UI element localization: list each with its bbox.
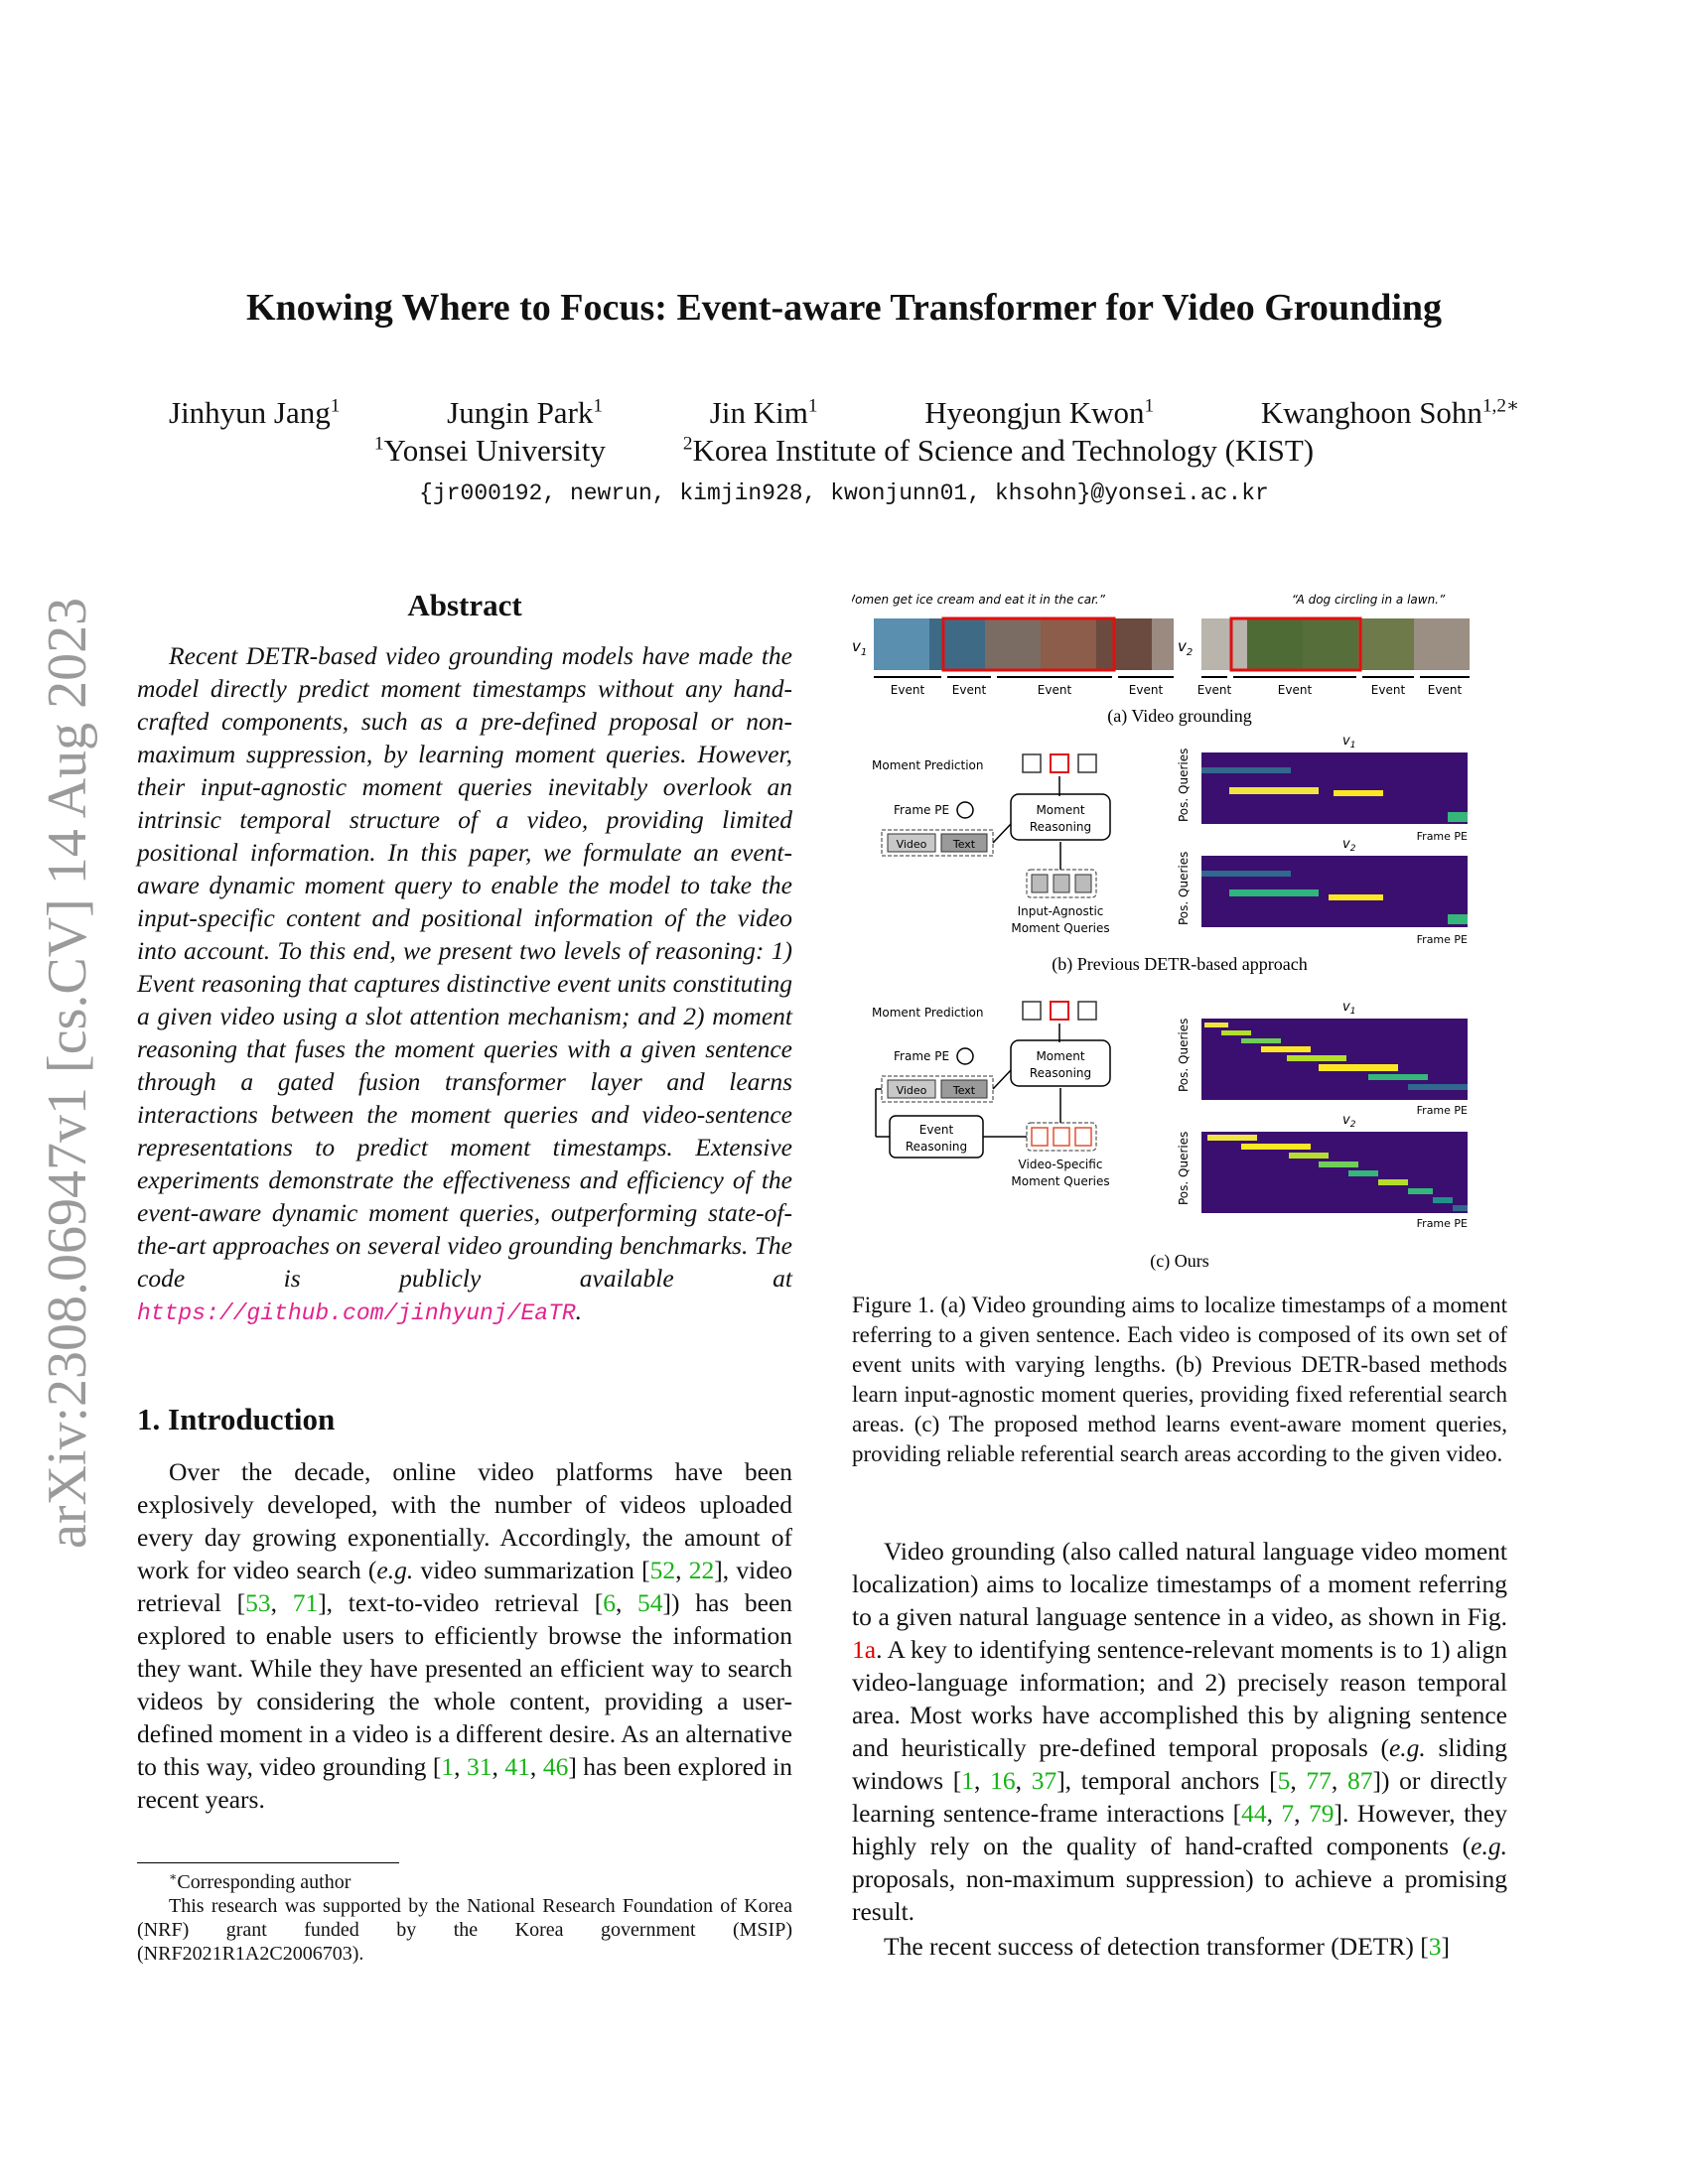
figure-1 bbox=[852, 586, 1507, 1291]
svg-text:Input-Agnostic: Input-Agnostic bbox=[1017, 904, 1104, 918]
author-emails: {jr000192, newrun, kimjin928, kwonjunn01, khsohn}@yonsei.ac.kr bbox=[419, 480, 1269, 506]
citation-link[interactable]: 41 bbox=[504, 1752, 530, 1781]
affiliation: $^1$Yonsei University bbox=[373, 433, 606, 468]
subcaption-a: (a) Video grounding bbox=[1107, 706, 1252, 726]
citation-link[interactable]: 46 bbox=[542, 1752, 569, 1781]
author: Kwanghoon Sohn$^{1,2∗}$ bbox=[1260, 395, 1519, 430]
heatmap-label-v2: $v_2$ bbox=[1342, 1113, 1356, 1130]
svg-text:Event: Event bbox=[1128, 683, 1164, 697]
paper-title: Knowing Where to Focus: Event-aware Transformer for Video Grounding bbox=[245, 287, 1443, 329]
svg-text:Moment: Moment bbox=[1036, 803, 1085, 817]
author: Jin Kim$^1$ bbox=[709, 395, 818, 430]
affiliation-list bbox=[0, 433, 1688, 469]
code-link[interactable]: https://github.com/jinhyunj/EaTR bbox=[137, 1300, 576, 1326]
citation-link[interactable]: 53 bbox=[245, 1588, 271, 1617]
svg-text:Reasoning: Reasoning bbox=[1029, 820, 1092, 834]
svg-text:Pos. Queries: Pos. Queries bbox=[1177, 1131, 1191, 1205]
svg-text:Event: Event bbox=[890, 683, 925, 697]
diagram-ours bbox=[872, 1002, 1110, 1188]
svg-text:Video-Specific: Video-Specific bbox=[1018, 1158, 1103, 1171]
svg-text:Pos. Queries: Pos. Queries bbox=[1177, 851, 1191, 925]
svg-text:Event: Event bbox=[918, 1123, 954, 1137]
svg-text:Text: Text bbox=[952, 1084, 976, 1097]
citation-link[interactable]: 22 bbox=[688, 1556, 715, 1584]
footnote-funding: This research was supported by the National Research Foundation of Korea (NRF) grant funded by the Korea government (MSIP) (NRF2021R1A2C2006703). bbox=[137, 1895, 792, 1965]
svg-text:Moment Prediction: Moment Prediction bbox=[872, 1006, 984, 1020]
citation-link[interactable]: 1 bbox=[961, 1766, 975, 1795]
subcaption-b: (b) Previous DETR-based approach bbox=[1052, 954, 1308, 974]
heatmap-label-v2: $v_2$ bbox=[1342, 837, 1356, 854]
author: Jungin Park$^1$ bbox=[447, 395, 603, 430]
svg-text:Moment Prediction: Moment Prediction bbox=[872, 758, 984, 772]
svg-text:Event: Event bbox=[951, 683, 987, 697]
event-labels-v1 bbox=[891, 683, 1164, 697]
citation-link[interactable]: 44 bbox=[1241, 1799, 1267, 1828]
citation-link[interactable]: 87 bbox=[1347, 1766, 1373, 1795]
svg-text:Event: Event bbox=[1196, 683, 1232, 697]
svg-text:Reasoning: Reasoning bbox=[1029, 1066, 1092, 1080]
svg-text:Pos. Queries: Pos. Queries bbox=[1177, 748, 1191, 822]
figure-1-caption: Figure 1. (a) Video grounding aims to localize timestamps of a moment referring to a given sentence. Each video is composed of its own set of event units with varying lengths. (b) Previous DETR-based methods learn input-agnostic moment queries, providing fixed referential search areas. (c) The proposed method learns event-aware moment queries, providing reliable referential search areas according to the given video. bbox=[852, 1293, 1507, 1466]
citation-link[interactable]: 5 bbox=[1277, 1766, 1291, 1795]
event-labels-v2 bbox=[1197, 683, 1463, 697]
svg-text:Event: Event bbox=[1427, 683, 1463, 697]
subcaption-c: (c) Ours bbox=[1150, 1251, 1209, 1271]
citation-link[interactable]: 77 bbox=[1306, 1766, 1332, 1795]
label-v1: $v_1$ bbox=[852, 637, 868, 658]
svg-text:Moment Queries: Moment Queries bbox=[1011, 1174, 1110, 1188]
quote-v2: “A dog circling in a lawn.” bbox=[1291, 593, 1446, 607]
introduction-paragraph: Over the decade, online video platforms have been explosively developed, with the number of videos uploaded every day growing exponentially. Accordingly, the amount of work for video search (e.g. video summarization [52, 22], video retrieval [53, 71], text-to-video retrieval [6, 54]) has been explored to enable users to efficiently browse the information they want. While they have presented an efficient way to search videos by considering the whole content, providing a user-defined moment in a video is a different desire. As an alternative to this way, video grounding [1, 31, 41, 46] has been explored in recent years. bbox=[137, 1457, 793, 1814]
svg-text:Frame PE: Frame PE bbox=[1416, 1217, 1468, 1230]
quote-v1: “Women get ice cream and eat it in the car.” bbox=[852, 593, 1105, 607]
heatmap-previous bbox=[1177, 734, 1468, 946]
svg-text:Reasoning: Reasoning bbox=[905, 1140, 968, 1154]
video-v1-frames bbox=[874, 618, 1174, 670]
svg-text:Moment Queries: Moment Queries bbox=[1011, 921, 1110, 935]
svg-text:Frame PE: Frame PE bbox=[1416, 933, 1468, 946]
abstract-heading: Abstract bbox=[407, 588, 522, 622]
heatmap-label-v1: $v_1$ bbox=[1342, 1000, 1356, 1017]
citation-link[interactable]: 31 bbox=[467, 1752, 492, 1781]
svg-text:Frame PE: Frame PE bbox=[1416, 830, 1468, 843]
citation-link[interactable]: 3 bbox=[1428, 1932, 1442, 1961]
svg-text:Event: Event bbox=[1370, 683, 1406, 697]
citation-link[interactable]: 71 bbox=[292, 1588, 319, 1617]
footnote-rule bbox=[137, 1862, 399, 1863]
citation-link[interactable]: 37 bbox=[1031, 1766, 1057, 1795]
right-column-text bbox=[852, 1535, 1507, 1963]
arxiv-identifier: arXiv:2308.06947v1 [cs.CV] 14 Aug 2023 bbox=[37, 597, 98, 1549]
heatmap-label-v1: $v_1$ bbox=[1342, 734, 1356, 751]
citation-link[interactable]: 52 bbox=[649, 1556, 676, 1584]
label-v2: $v_2$ bbox=[1178, 637, 1194, 658]
paragraph: The recent success of detection transformer (DETR) [3] bbox=[884, 1932, 1450, 1961]
svg-text:Frame PE: Frame PE bbox=[1416, 1104, 1468, 1117]
svg-text:Event: Event bbox=[1277, 683, 1313, 697]
diagram-previous-approach bbox=[872, 754, 1110, 935]
heatmap-ours bbox=[1177, 1000, 1468, 1230]
svg-text:Text: Text bbox=[952, 838, 976, 851]
citation-link[interactable]: 7 bbox=[1281, 1799, 1295, 1828]
svg-text:Pos. Queries: Pos. Queries bbox=[1177, 1018, 1191, 1092]
author-list bbox=[169, 395, 1519, 431]
footnotes bbox=[137, 1870, 792, 1966]
author: Jinhyun Jang$^1$ bbox=[169, 395, 341, 430]
citation-link[interactable]: 1 bbox=[441, 1752, 455, 1781]
svg-text:Video: Video bbox=[896, 838, 927, 851]
section-heading-introduction: 1. Introduction bbox=[137, 1402, 336, 1436]
citation-link[interactable]: 16 bbox=[990, 1766, 1016, 1795]
figure-1-graphic bbox=[852, 586, 1507, 1291]
svg-text:Event: Event bbox=[1037, 683, 1072, 697]
citation-link[interactable]: 79 bbox=[1309, 1799, 1335, 1828]
abstract-body: Recent DETR-based video grounding models have made the model directly predict moment timestamps without any hand-crafted components, such as a pre-defined proposal or non-maximum suppression, by learning moment queries. However, their input-agnostic moment queries inevitably overlook an intrinsic temporal structure of a video, providing limited positional information. In this paper, we formulate an event-aware dynamic moment query to enable the model to take the input-specific content and positional information of the video into account. To this end, we present two levels of reasoning: 1) Event reasoning that captures distinctive event units constituting a given video using a slot attention mechanism; and 2) moment reasoning that fuses the moment queries with a given sentence through a gated fusion transformer layer and learns interactions between the moment queries and video-sentence representations to predict moment timestamps. Extensive experiments demonstrate the effectiveness and efficiency of the event-aware dynamic moment queries, outperforming state-of-the-art approaches on several video grounding benchmarks. The code is publicly available at https://github.com/jinhyunj/EaTR. bbox=[137, 641, 792, 1326]
figure-reference-link[interactable]: 1a bbox=[852, 1635, 877, 1664]
footnote-corresponding: ∗Corresponding author bbox=[169, 1869, 352, 1893]
author: Hyeongjun Kwon$^1$ bbox=[924, 395, 1155, 430]
svg-text:Video: Video bbox=[896, 1084, 927, 1097]
citation-link[interactable]: 6 bbox=[603, 1588, 616, 1617]
citation-link[interactable]: 54 bbox=[637, 1588, 663, 1617]
affiliation: $^2$Korea Institute of Science and Technology (KIST) bbox=[682, 433, 1315, 468]
svg-text:Frame PE: Frame PE bbox=[894, 803, 950, 817]
paragraph: Video grounding (also called natural language video moment localization) aims to localize timestamps of a moment referring to a given natural language sentence in a video, as shown in Fig. 1a. A key to identifying sentence-relevant moments is to 1) align video-language information; and 2) precisely reason temporal area. Most works have accomplished this by aligning sentence and heuristically pre-defined temporal proposals (e.g. sliding windows [1, 16, 37], temporal anchors [5, 77, 87]) or directly learning sentence-frame interactions [44, 7, 79]. However, they highly rely on the quality of hand-crafted components (e.g. proposals, non-maximum suppression) to achieve a promising result. bbox=[852, 1537, 1508, 1926]
video-v2-frames bbox=[1201, 618, 1470, 670]
svg-text:Moment: Moment bbox=[1036, 1049, 1085, 1063]
svg-text:Frame PE: Frame PE bbox=[894, 1049, 950, 1063]
